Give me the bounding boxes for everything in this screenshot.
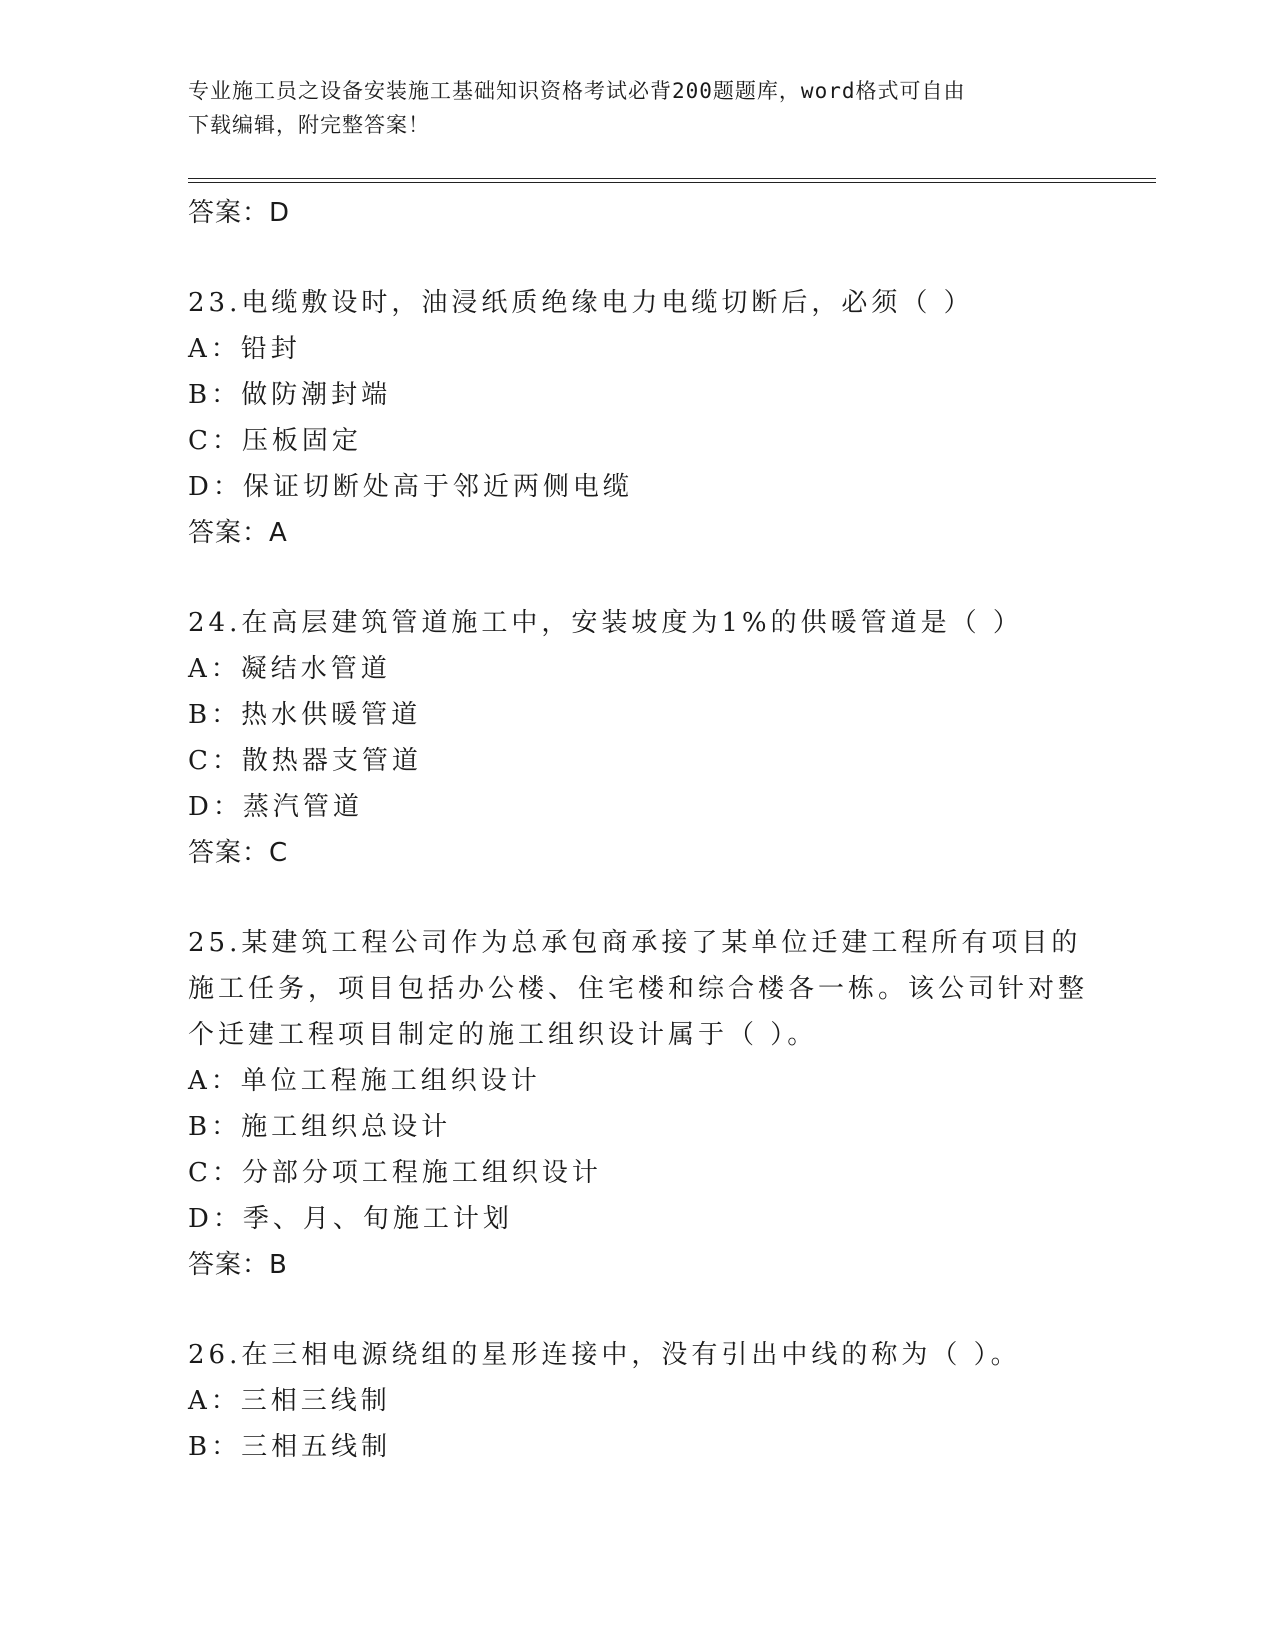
question-text: 26.在三相电源绕组的星形连接中，没有引出中线的称为（ ）。: [188, 1340, 1021, 1370]
option-a: A：铅封: [188, 334, 301, 364]
option-d: D：季、月、旬施工计划: [188, 1204, 513, 1234]
option-a: A：三相三线制: [188, 1386, 391, 1416]
question-block: [188, 280, 1088, 556]
option-b: B：热水供暖管道: [188, 700, 422, 730]
question-list: [188, 190, 1088, 1470]
answer-line: 答案：C: [188, 838, 289, 868]
option-c: C：压板固定: [188, 426, 362, 456]
option-b: B：做防潮封端: [188, 380, 392, 410]
question-text: 23.电缆敷设时，油浸纸质绝缘电力电缆切断后，必须（ ）: [188, 288, 974, 318]
option-b: B：施工组织总设计: [188, 1112, 452, 1142]
option-c: C：散热器支管道: [188, 746, 422, 776]
header-divider: [188, 178, 1156, 183]
option-b: B：三相五线制: [188, 1432, 392, 1462]
option-a: A：单位工程施工组织设计: [188, 1066, 541, 1096]
question-block: [188, 1332, 1088, 1470]
header-line-2: 下载编辑，附完整答案！: [188, 113, 430, 137]
option-c: C：分部分项工程施工组织设计: [188, 1158, 602, 1188]
question-block: [188, 600, 1088, 876]
question-block: [188, 920, 1088, 1288]
option-d: D：保证切断处高于邻近两侧电缆: [188, 472, 633, 502]
answer-line: 答案：B: [188, 1250, 288, 1280]
answer-line: 答案：A: [188, 518, 288, 548]
header-line-1: 专业施工员之设备安装施工基础知识资格考试必背200题题库，word格式可自由: [188, 79, 966, 103]
option-a: A：凝结水管道: [188, 654, 391, 684]
answer-line: 答案：D: [188, 198, 291, 228]
question-text: 25.某建筑工程公司作为总承包商承接了某单位迁建工程所有项目的施工任务，项目包括办公楼、住宅楼和综合楼各一栋。该公司针对整个迁建工程项目制定的施工组织设计属于（ ）。: [188, 928, 1089, 1050]
question-text: 24.在高层建筑管道施工中，安装坡度为1%的供暖管道是（ ）: [188, 608, 1023, 638]
document-header: [188, 74, 1088, 142]
option-d: D：蒸汽管道: [188, 792, 363, 822]
